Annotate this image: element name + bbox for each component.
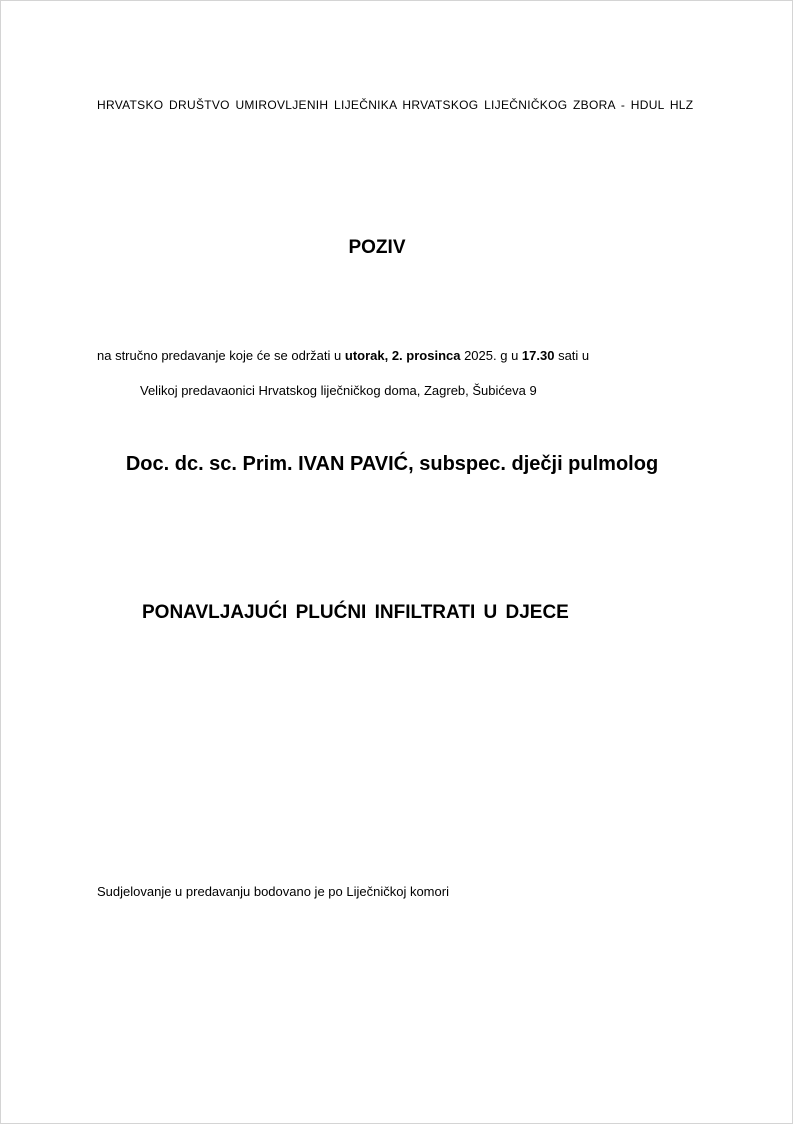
invitation-prefix: na stručno predavanje koje će se održati u — [97, 348, 345, 363]
invitation-title: POZIV — [348, 237, 406, 258]
event-time: 17.30 — [521, 348, 555, 363]
invitation-text — [97, 348, 589, 363]
invitation-year: 2025. g u — [460, 348, 522, 363]
credit-note: Sudjelovanje u predavanju bodovano je po Liječničkoj komori — [97, 884, 449, 899]
speaker-name: Doc. dc. sc. Prim. IVAN PAVIĆ, subspec. dječji pulmolog — [125, 453, 659, 475]
invitation-suffix: sati u — [554, 348, 590, 363]
event-venue: Velikoj predavaonici Hrvatskog liječničkog doma, Zagreb, Šubićeva 9 — [140, 383, 537, 398]
lecture-title: PONAVLJAJUĆI PLUĆNI INFILTRATI U DJECE — [142, 602, 569, 623]
organization-header: HRVATSKO DRUŠTVO UMIROVLJENIH LIJEČNIKA HRVATSKOG LIJEČNIČKOG ZBORA - HDUL HLZ — [97, 98, 694, 112]
event-date: utorak, 2. prosinca — [344, 348, 461, 363]
